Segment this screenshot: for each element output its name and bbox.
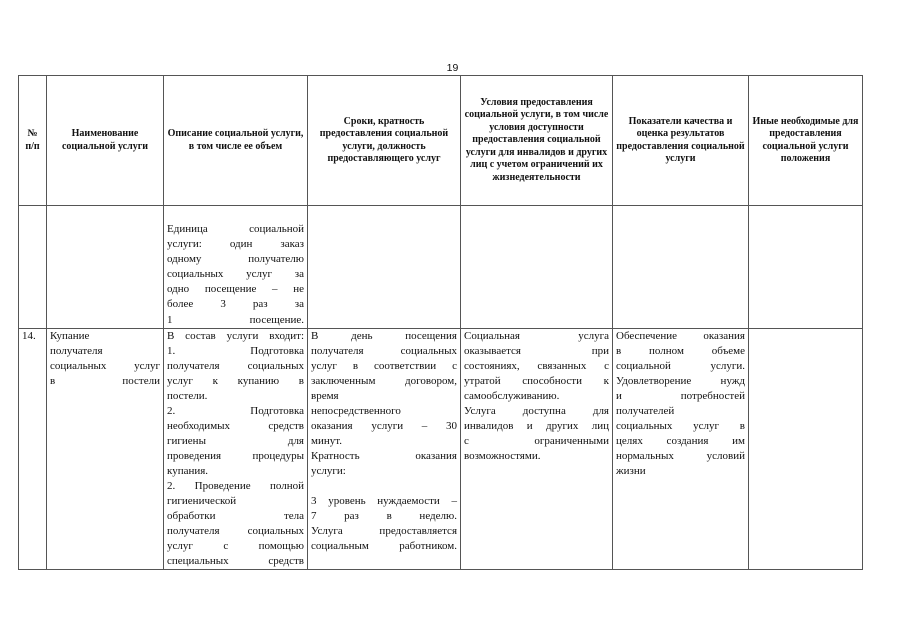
quality-line: жизни [616, 464, 646, 477]
terms-line: минут. [311, 434, 342, 447]
quality-line: в полном объеме [616, 344, 745, 357]
terms-line: 7 раз в неделю. [311, 509, 457, 522]
terms-line: В день посещения [311, 329, 457, 342]
quality-line: нормальных условий [616, 449, 745, 462]
page-number: 19 [446, 62, 459, 74]
quality-line: получателей [616, 404, 675, 417]
header-terms: Сроки, кратность предоставления социальной услуги, должность предоставляющего услуг [308, 76, 461, 206]
quality-line: социальной услуги. [616, 359, 745, 372]
terms-line: непосредственного [311, 404, 401, 417]
description-line: одному получателю [167, 253, 304, 266]
continuation-row [19, 206, 863, 329]
description-line: постели. [167, 389, 208, 402]
description-line: более 3 раз за [167, 298, 304, 311]
description-line: 1 посещение. [167, 313, 304, 326]
description-line: услуги: один заказ [167, 238, 304, 251]
description-line: гигиенической [167, 494, 237, 507]
terms-line: оказания услуги – 30 [311, 419, 457, 432]
header-service-name: Наименование социальной услуги [47, 76, 164, 206]
conditions-line: Социальная услуга [464, 329, 609, 342]
conditions-line: состояниях, связанных с [464, 359, 609, 372]
quality-line: Удовлетворение нужд [616, 374, 745, 387]
description-line: 2. Подготовка [167, 404, 304, 417]
header-number: № п/п [19, 76, 47, 206]
terms-line: заключенным договором, [311, 374, 457, 387]
header-description: Описание социальной услуги, в том числе ее объем [164, 76, 308, 206]
quality-line: социальных услуг в [616, 419, 745, 432]
description-line: получателя социальных [167, 524, 304, 537]
conditions-line: с ограниченными [464, 434, 609, 447]
conditions-line: утратой способности к [464, 374, 609, 387]
terms-line: Услуга предоставляется [311, 524, 457, 537]
description-line: В состав услуги входит: [167, 329, 304, 342]
description-line: необходимых средств [167, 419, 304, 432]
quality-line: целях создания им [616, 434, 745, 447]
header-other: Иные необходимые для предоставления социальной услуги положения [749, 76, 863, 206]
description-line: Единица социальной [167, 223, 304, 235]
description-line: 2. Проведение полной [167, 479, 304, 492]
terms-line: время [311, 389, 339, 402]
terms-line [311, 479, 457, 494]
description-line: услуг с помощью [167, 539, 304, 552]
service-name-line: Купание [50, 329, 90, 342]
terms-line: социальным работником. [311, 539, 457, 552]
conditions-line: возможностями. [464, 449, 541, 462]
description-line: получателя социальных [167, 359, 304, 372]
row-conditions [461, 328, 613, 569]
header-conditions: Условия предоставления социальной услуги, в том числе условия доступности предоставления социальной услуги для инвалидов и других лиц с учетом ограничений их жизнедеятельности [461, 76, 613, 206]
cont-number-cell [19, 206, 47, 329]
terms-line: услуги: [311, 464, 346, 477]
description-line: гигиены для [167, 434, 304, 447]
cont-name-cell [47, 206, 164, 329]
description-line: услуг к купанию в [167, 374, 304, 387]
description-line: одно посещение – не [167, 283, 304, 296]
row-quality [613, 328, 749, 569]
quality-line: и потребностей [616, 389, 745, 402]
conditions-line: Услуга доступна для [464, 404, 609, 417]
cont-other-cell [749, 206, 863, 329]
description-line: купания. [167, 464, 209, 477]
service-name-line: получателя [50, 344, 103, 357]
quality-line: Обеспечение оказания [616, 329, 745, 342]
terms-line: Кратность оказания [311, 449, 457, 462]
row-other [749, 328, 863, 569]
terms-line: услуг в соответствии с [311, 359, 457, 372]
table-row [19, 328, 863, 569]
conditions-line: самообслуживанию. [464, 389, 560, 402]
cont-conditions-cell [461, 206, 613, 329]
terms-line: 3 уровень нуждаемости – [311, 494, 457, 507]
cont-description-cell [164, 206, 308, 329]
conditions-line: инвалидов и других лиц [464, 419, 609, 432]
row-description [164, 328, 308, 569]
row-terms [308, 328, 461, 569]
description-line: специальных средств [167, 554, 304, 567]
cont-terms-cell [308, 206, 461, 329]
description-line: проведения процедуры [167, 449, 304, 462]
description-line: 1. Подготовка [167, 344, 304, 357]
description-line: обработки тела [167, 509, 304, 522]
terms-line: получателя социальных [311, 344, 457, 357]
header-row [19, 76, 863, 206]
row-number: 14. [19, 328, 47, 569]
services-table [18, 75, 863, 570]
header-quality: Показатели качества и оценка результатов предоставления социальной услуги [613, 76, 749, 206]
row-service-name [47, 328, 164, 569]
service-name-line: в постели [50, 374, 160, 387]
service-name-line: социальных услуг [50, 359, 160, 372]
conditions-line: оказывается при [464, 344, 609, 357]
description-line: социальных услуг за [167, 268, 304, 281]
cont-quality-cell [613, 206, 749, 329]
